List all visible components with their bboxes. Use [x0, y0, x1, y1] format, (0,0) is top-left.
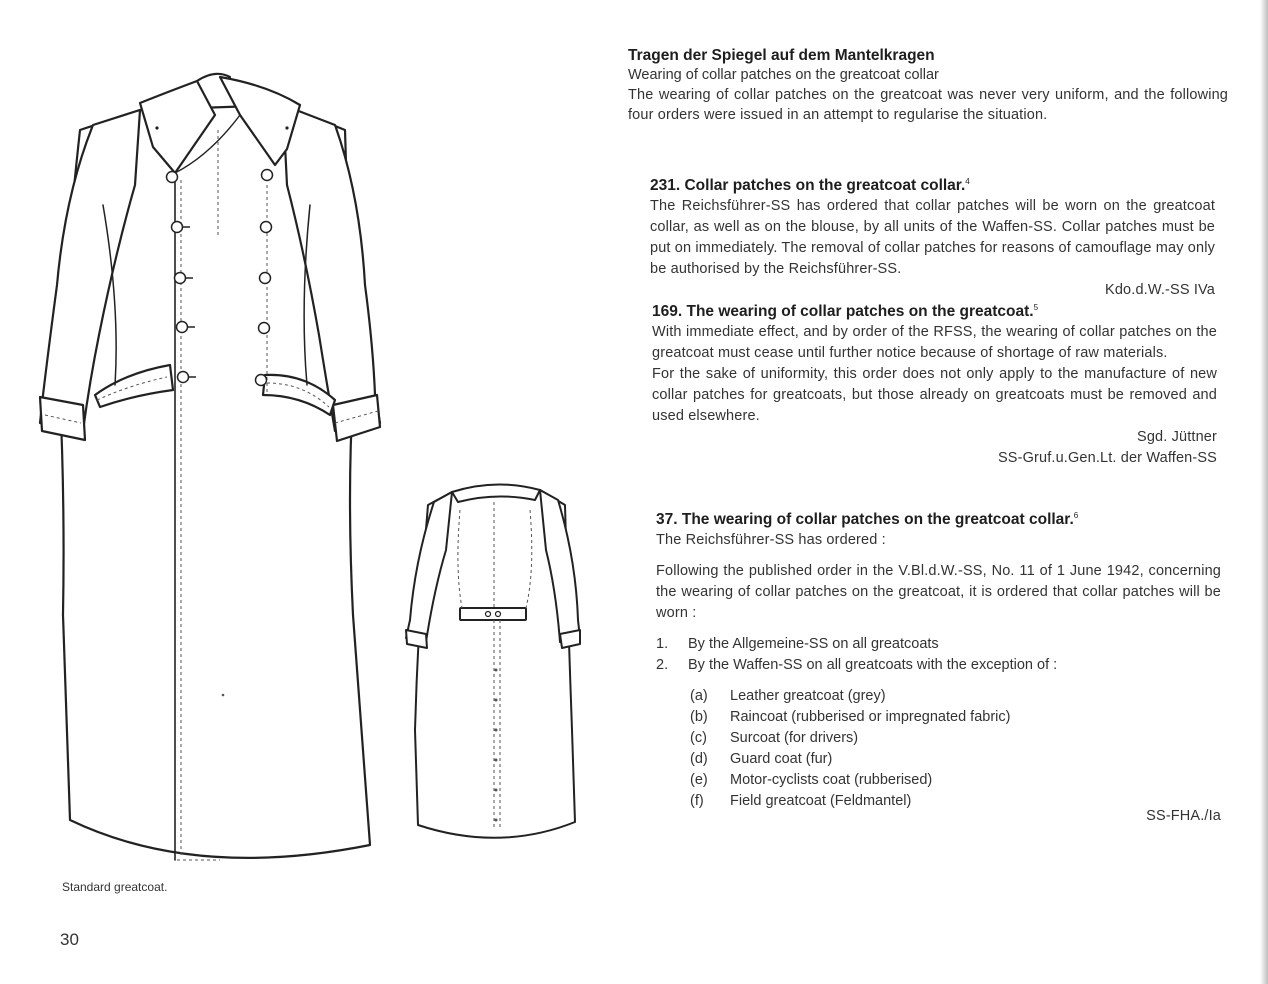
order-title: The wearing of collar patches on the greatcoat. — [686, 303, 1034, 321]
section-intro-text: The wearing of collar patches on the greatcoat was never very uniform, and the following four orders were issued in an attempt to regularise the situation. — [628, 87, 1228, 123]
order-signature: Sgd. Jüttner — [1137, 429, 1217, 446]
order-list — [656, 634, 1221, 676]
order-body-continued: For the sake of uniformity, this order does not only apply to the manufacture of new collar patches for greatcoats, but those already on greatcoats must be removed and used elsewhere. — [652, 366, 1217, 425]
order-heading — [652, 298, 1217, 322]
list-item: 2. By the Waffen-SS on all greatcoats with the exception of : — [656, 657, 1058, 674]
order-37 — [656, 506, 1221, 827]
order-number: 231. — [650, 177, 681, 195]
order-number: 37. — [656, 511, 678, 529]
footnote-marker: 5 — [1033, 303, 1039, 312]
list-item: (e) Motor-cyclists coat (rubberised) — [690, 772, 933, 789]
order-signature: Kdo.d.W.-SS IVa — [1105, 282, 1215, 299]
page-edge-shadow — [1260, 0, 1268, 984]
figure-caption: Standard greatcoat. — [62, 880, 168, 894]
greatcoat-back-illustration — [400, 470, 600, 855]
greatcoat-front-illustration — [35, 55, 410, 875]
order-body: The Reichsführer-SS has ordered that collar patches will be worn on the greatcoat collar, as well as on the blouse, by all units of the Waffen-SS. Collar patches must be put on immediately. The removal of collar patches for reasons of camouflage may only be authorised by the Reichsführer-SS. — [650, 198, 1215, 278]
order-body: Following the published order in the V.Bl.d.W.-SS, No. 11 of 1 June 1942, concerning the wearing of collar patches on the greatcoat, it is ordered that collar patches will be worn : — [656, 563, 1221, 622]
section-heading: Tragen der Spiegel auf dem Mantelkragen — [628, 47, 935, 64]
list-item: (f) Field greatcoat (Feldmantel) — [690, 793, 912, 810]
order-signature-rank: SS-Gruf.u.Gen.Lt. der Waffen-SS — [997, 450, 1217, 467]
footnote-marker: 4 — [965, 177, 970, 186]
section-subheading: Wearing of collar patches on the greatcoat collar — [628, 67, 939, 83]
list-item: 1. By the Allgemeine-SS on all greatcoats — [656, 636, 939, 653]
list-item: (c) Surcoat (for drivers) — [690, 730, 859, 747]
order-heading — [656, 506, 1221, 530]
order-title: The wearing of collar patches on the greatcoat collar. — [681, 511, 1074, 529]
exception-list — [690, 686, 1221, 812]
order-title: Collar patches on the greatcoat collar. — [684, 177, 966, 195]
order-169 — [652, 298, 1217, 469]
order-heading — [650, 172, 1215, 196]
page-number: 30 — [60, 930, 79, 949]
footnote-marker: 6 — [1073, 511, 1079, 520]
order-231 — [650, 172, 1215, 301]
list-item: (d) Guard coat (fur) — [690, 751, 833, 768]
order-number: 169. — [652, 303, 683, 321]
order-body: With immediate effect, and by order of the RFSS, the wearing of collar patches on the greatcoat must cease until further notice because of shortage of raw materials. — [652, 324, 1217, 362]
list-item: (b) Raincoat (rubberised or impregnated fabric) — [690, 709, 1011, 726]
order-signature: SS-FHA./Ia — [1146, 808, 1221, 825]
order-intro: The Reichsführer-SS has ordered : — [656, 532, 886, 549]
section-intro — [628, 46, 1228, 125]
list-item: (a) Leather greatcoat (grey) — [690, 688, 886, 705]
